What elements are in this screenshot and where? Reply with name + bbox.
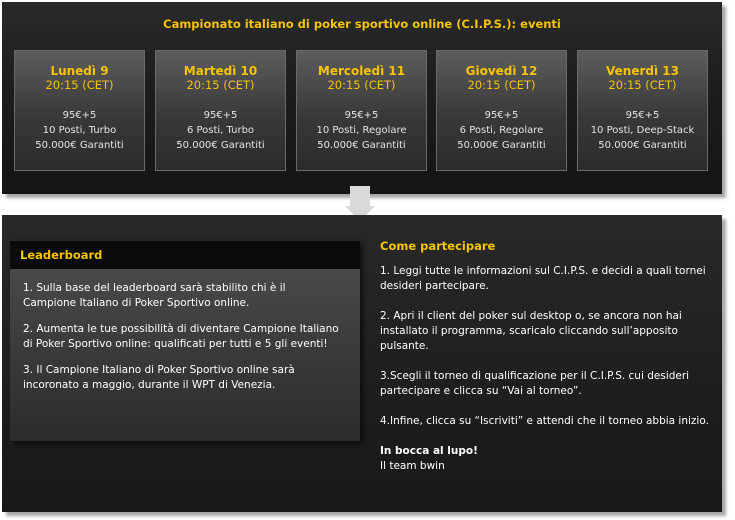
participate-step: 3.Scegli il torneo di qualificazione per il C.I.P.S. cui desideri partecipare e clicca su “Vai al torneo”. [380,370,690,397]
event-detail: 10 Posti, Turbo [42,125,117,136]
participate-step: 2. Apri il client del poker sul desktop o, se ancora non hai installato il programma, scaricalo cliccando sull’apposito pulsante. [380,310,682,352]
event-day: Venerdì 13 [606,64,679,78]
events-title: Campionato italiano di poker sportivo online (C.I.P.S.): eventi [163,17,561,31]
event-price: 95€+5 [344,110,379,121]
event-detail: 10 Posti, Regolare [316,125,407,136]
event-guarantee: 50.000€ Garantiti [598,140,687,151]
event-guarantee: 50.000€ Garantiti [317,140,406,151]
info-panel [2,215,722,512]
event-price: 95€+5 [203,110,238,121]
good-luck-text: In bocca al lupo! [380,445,478,457]
event-price: 95€+5 [62,110,97,121]
leaderboard-item: 2. Aumenta le tue possibilità di diventare Campione Italiano di Poker Sportivo online: qualificati per tutti e 5 gli eventi! [23,323,339,350]
event-card-tuesday[interactable] [155,50,286,171]
event-time: 20:15 (CET) [186,78,255,92]
event-guarantee: 50.000€ Garantiti [457,140,546,151]
participate-title: Come partecipare [380,239,496,253]
event-detail: 6 Posti, Regolare [459,125,544,136]
event-time: 20:15 (CET) [467,78,536,92]
event-card-wednesday[interactable] [296,50,427,171]
event-day: Giovedì 12 [465,64,538,78]
team-signature: Il team bwin [380,460,445,472]
event-price: 95€+5 [625,110,660,121]
leaderboard-item: 3. Il Campione Italiano di Poker Sportivo online sarà incoronato a maggio, durante il WPT di Venezia. [23,364,295,391]
events-panel [2,2,722,194]
event-card-friday[interactable] [577,50,708,171]
event-day: Martedì 10 [183,64,258,78]
event-time: 20:15 (CET) [327,78,396,92]
participate-step: 4.Infine, clicca su “Iscriviti” e attendi che il torneo abbia inizio. [380,415,709,427]
event-price: 95€+5 [484,110,519,121]
event-guarantee: 50.000€ Garantiti [176,140,265,151]
event-card-monday[interactable] [14,50,145,171]
event-detail: 10 Posti, Deep-Stack [590,125,695,136]
event-time: 20:15 (CET) [608,78,677,92]
leaderboard-box [10,241,360,441]
event-time: 20:15 (CET) [45,78,114,92]
leaderboard-item: 1. Sulla base del leaderboard sarà stabilito chi è il Campione Italiano di Poker Sportivo online. [23,282,286,309]
event-detail: 6 Posti, Turbo [186,125,255,136]
event-guarantee: 50.000€ Garantiti [35,140,124,151]
how-to-participate [380,239,710,474]
event-day: Mercoledì 11 [317,64,406,78]
participate-step: 1. Leggi tutte le informazioni sul C.I.P.S. e decidi a quali tornei desideri partecipare. [380,265,706,292]
event-card-thursday[interactable] [436,50,567,171]
leaderboard-title: Leaderboard [10,241,360,269]
event-day: Lunedì 9 [50,64,109,78]
